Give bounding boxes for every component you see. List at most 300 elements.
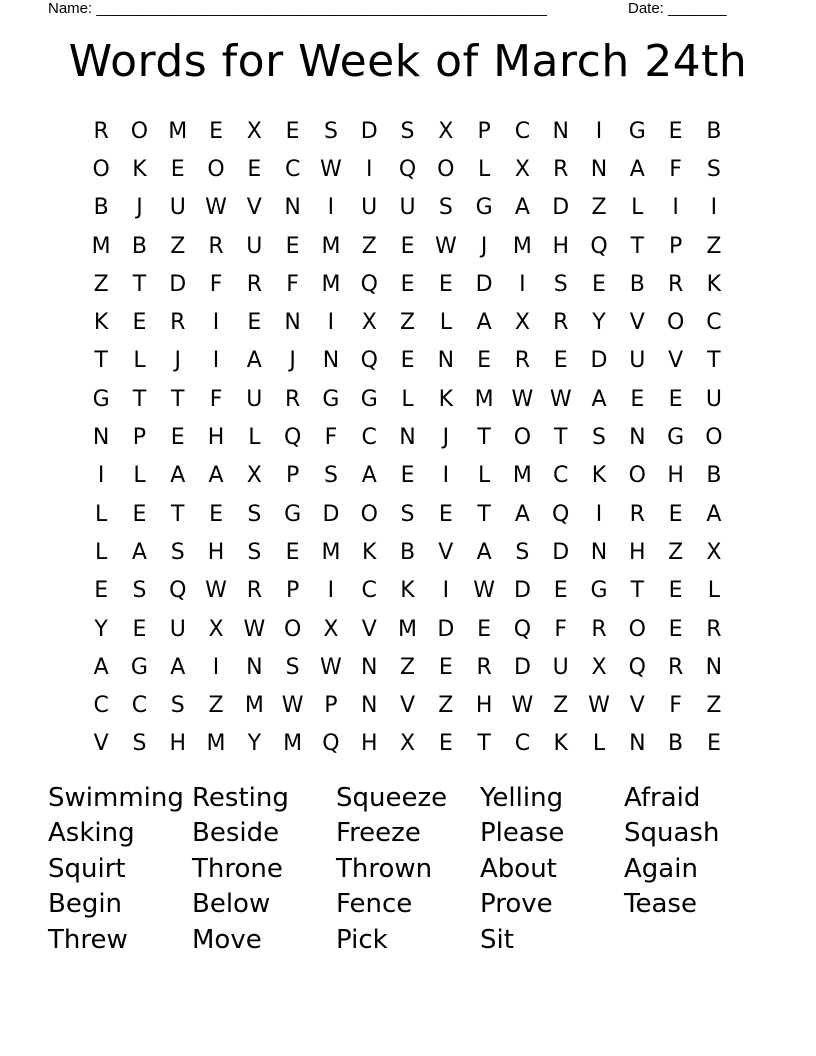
grid-letter: V <box>629 310 645 336</box>
grid-letter: K <box>362 539 377 565</box>
grid-letter: X <box>514 156 530 182</box>
grid-letter: L <box>248 425 261 451</box>
grid-letter: I <box>365 156 373 182</box>
grid-letter: K <box>706 271 722 297</box>
grid-letter: A <box>476 310 492 336</box>
grid-letter: J <box>136 195 143 221</box>
grid-letter: B <box>668 731 684 757</box>
grid-letter: E <box>209 118 223 144</box>
word-row <box>48 887 768 923</box>
grid-letter: S <box>170 539 185 565</box>
grid-letter: Z <box>208 693 224 719</box>
grid-row <box>82 112 734 150</box>
word-item: Below <box>192 889 271 920</box>
grid-letter: E <box>132 501 147 527</box>
grid-letter: C <box>284 156 301 182</box>
grid-letter: T <box>171 501 185 527</box>
grid-letter: D <box>437 616 455 642</box>
grid-letter: X <box>246 463 262 489</box>
grid-letter: O <box>207 156 225 182</box>
grid-letter: Y <box>247 731 262 757</box>
grid-row <box>82 303 734 341</box>
grid-letter: Z <box>93 271 109 297</box>
grid-letter: E <box>477 348 492 374</box>
grid-letter: S <box>170 693 185 719</box>
grid-letter: S <box>323 463 338 489</box>
grid-letter: Q <box>590 233 608 259</box>
name-field[interactable]: Name: ______________________________________________________ <box>48 0 547 17</box>
grid-letter: I <box>212 310 220 336</box>
letter-grid <box>82 112 734 763</box>
grid-letter: E <box>438 731 453 757</box>
grid-letter: A <box>170 654 186 680</box>
grid-letter: E <box>668 386 683 412</box>
grid-letter: E <box>285 118 300 144</box>
grid-letter: E <box>400 348 415 374</box>
grid-letter: R <box>246 271 262 297</box>
grid-letter: P <box>285 463 300 489</box>
grid-letter: E <box>94 578 109 604</box>
grid-letter: Z <box>668 539 684 565</box>
grid-letter: L <box>401 386 414 412</box>
grid-letter: R <box>667 271 684 297</box>
grid-letter: C <box>514 731 531 757</box>
grid-letter: Z <box>591 195 607 221</box>
grid-row <box>82 380 734 418</box>
grid-letter: A <box>208 463 224 489</box>
grid-letter: Z <box>170 233 186 259</box>
grid-letter: T <box>477 501 491 527</box>
grid-letter: C <box>361 425 377 451</box>
grid-letter: B <box>706 463 722 489</box>
grid-letter: Z <box>706 693 722 719</box>
grid-letter: F <box>554 616 568 642</box>
date-field[interactable]: Date: _______ <box>628 0 727 17</box>
grid-letter: E <box>170 156 185 182</box>
grid-letter: C <box>706 310 722 336</box>
grid-letter: P <box>477 118 491 144</box>
grid-letter: X <box>208 616 224 642</box>
grid-row <box>82 342 734 380</box>
grid-letter: H <box>207 539 225 565</box>
grid-letter: N <box>590 539 608 565</box>
grid-letter: N <box>360 693 378 719</box>
grid-row <box>82 189 734 227</box>
word-item: Fence <box>336 889 413 920</box>
grid-letter: B <box>629 271 645 297</box>
grid-row <box>82 725 734 763</box>
word-item: Please <box>480 818 565 849</box>
grid-letter: R <box>706 616 722 642</box>
grid-letter: W <box>434 233 457 259</box>
grid-letter: I <box>442 463 450 489</box>
grid-letter: X <box>399 731 416 757</box>
grid-letter: N <box>246 654 263 680</box>
grid-letter: W <box>320 654 342 680</box>
grid-letter: L <box>133 463 146 489</box>
grid-row <box>82 457 734 495</box>
grid-row <box>82 418 734 456</box>
grid-letter: Y <box>94 616 108 642</box>
grid-letter: Z <box>399 310 416 336</box>
grid-letter: F <box>669 693 682 719</box>
grid-letter: A <box>514 195 530 221</box>
grid-letter: N <box>437 348 455 374</box>
grid-letter: S <box>285 654 300 680</box>
grid-letter: C <box>514 118 531 144</box>
grid-letter: E <box>553 578 568 604</box>
word-item: Resting <box>192 782 289 813</box>
grid-letter: V <box>93 731 109 757</box>
grid-letter: N <box>284 195 301 221</box>
grid-letter: V <box>629 693 645 719</box>
grid-letter: F <box>669 156 682 182</box>
grid-letter: Q <box>552 501 570 527</box>
grid-letter: A <box>131 539 147 565</box>
word-row <box>48 780 768 816</box>
grid-letter: D <box>513 578 531 604</box>
grid-row <box>82 150 734 188</box>
grid-letter: H <box>169 731 187 757</box>
grid-letter: M <box>398 616 418 642</box>
word-row <box>48 816 768 852</box>
grid-letter: G <box>667 425 685 451</box>
word-item: Squeeze <box>336 782 448 813</box>
grid-letter: O <box>628 463 646 489</box>
grid-letter: R <box>591 616 607 642</box>
grid-letter: O <box>130 118 149 144</box>
grid-letter: C <box>93 693 109 719</box>
word-item: Beside <box>192 818 280 849</box>
grid-letter: B <box>93 195 109 221</box>
grid-letter: K <box>132 156 147 182</box>
grid-letter: N <box>552 118 569 144</box>
grid-letter: W <box>205 578 227 604</box>
grid-letter: U <box>705 386 722 412</box>
grid-letter: W <box>320 156 342 182</box>
grid-letter: X <box>323 616 339 642</box>
grid-letter: I <box>212 348 220 374</box>
grid-row <box>82 533 734 571</box>
grid-letter: E <box>285 539 300 565</box>
grid-row <box>82 610 734 648</box>
grid-letter: C <box>131 693 148 719</box>
grid-letter: A <box>476 539 492 565</box>
grid-letter: S <box>132 578 147 604</box>
grid-letter: P <box>132 425 147 451</box>
grid-letter: S <box>247 539 262 565</box>
grid-letter: T <box>132 271 147 297</box>
grid-letter: T <box>477 425 491 451</box>
grid-letter: I <box>327 195 335 221</box>
grid-row <box>82 572 734 610</box>
word-item: Pick <box>336 924 388 955</box>
grid-letter: Q <box>322 731 340 757</box>
grid-letter: S <box>323 118 338 144</box>
word-item: Prove <box>480 889 553 920</box>
grid-letter: G <box>628 118 646 144</box>
grid-letter: E <box>400 271 415 297</box>
grid-letter: O <box>666 310 685 336</box>
grid-letter: M <box>321 539 341 565</box>
grid-letter: U <box>629 348 646 374</box>
word-item: Throne <box>192 853 283 884</box>
word-item: Tease <box>624 889 697 920</box>
grid-letter: T <box>94 348 108 374</box>
grid-letter: E <box>285 233 300 259</box>
grid-letter: W <box>243 616 266 642</box>
grid-letter: X <box>361 310 377 336</box>
grid-letter: G <box>130 654 148 680</box>
grid-letter: X <box>706 539 722 565</box>
grid-letter: N <box>284 310 301 336</box>
grid-letter: E <box>592 271 606 297</box>
grid-letter: H <box>207 425 225 451</box>
grid-letter: Q <box>169 578 187 604</box>
grid-letter: B <box>131 233 147 259</box>
grid-letter: O <box>705 425 723 451</box>
grid-letter: M <box>512 463 532 489</box>
grid-letter: U <box>246 233 263 259</box>
grid-letter: J <box>174 348 181 374</box>
grid-letter: B <box>399 539 416 565</box>
grid-letter: E <box>477 616 492 642</box>
grid-letter: G <box>590 578 608 604</box>
grid-letter: D <box>322 501 340 527</box>
grid-letter: T <box>630 233 645 259</box>
grid-letter: E <box>400 233 415 259</box>
grid-letter: T <box>171 386 185 412</box>
grid-letter: E <box>247 310 262 336</box>
grid-letter: Z <box>706 233 722 259</box>
grid-letter: V <box>361 616 377 642</box>
grid-letter: E <box>438 271 453 297</box>
grid-letter: S <box>400 118 415 144</box>
grid-letter: I <box>327 578 335 604</box>
grid-letter: E <box>247 156 262 182</box>
grid-letter: W <box>588 693 610 719</box>
grid-letter: L <box>133 348 146 374</box>
grid-letter: L <box>631 195 644 221</box>
grid-letter: W <box>281 693 304 719</box>
grid-letter: A <box>246 348 262 374</box>
grid-letter: S <box>706 156 721 182</box>
grid-letter: V <box>438 539 454 565</box>
grid-letter: R <box>93 118 109 144</box>
grid-letter: M <box>474 386 494 412</box>
grid-letter: F <box>209 271 223 297</box>
grid-row <box>82 648 734 686</box>
grid-letter: I <box>595 501 603 527</box>
grid-letter: X <box>438 118 454 144</box>
grid-letter: L <box>439 310 452 336</box>
grid-letter: I <box>97 463 105 489</box>
grid-row <box>82 495 734 533</box>
grid-letter: L <box>592 731 606 757</box>
grid-letter: T <box>630 578 645 604</box>
word-row <box>48 922 768 958</box>
grid-letter: Q <box>513 616 532 642</box>
word-item: Begin <box>48 889 123 920</box>
word-item: Freeze <box>336 818 421 849</box>
grid-letter: R <box>553 156 569 182</box>
grid-letter: V <box>399 693 416 719</box>
grid-letter: U <box>169 616 186 642</box>
grid-letter: G <box>360 386 378 412</box>
grid-letter: L <box>95 539 108 565</box>
grid-letter: M <box>321 271 341 297</box>
grid-row <box>82 227 734 265</box>
word-item: Squirt <box>48 853 126 884</box>
grid-letter: A <box>591 386 607 412</box>
grid-letter: S <box>438 195 453 221</box>
grid-letter: W <box>511 386 534 412</box>
grid-row <box>82 265 734 303</box>
word-item: Asking <box>48 818 135 849</box>
grid-letter: E <box>706 731 721 757</box>
grid-letter: X <box>591 654 607 680</box>
grid-letter: N <box>399 425 416 451</box>
grid-letter: O <box>628 616 646 642</box>
word-list <box>48 780 768 958</box>
grid-letter: N <box>629 425 646 451</box>
grid-letter: D <box>360 118 378 144</box>
grid-letter: H <box>629 539 646 565</box>
grid-letter: C <box>361 578 377 604</box>
grid-letter: T <box>707 348 721 374</box>
grid-letter: J <box>480 233 488 259</box>
word-item: Move <box>192 924 262 955</box>
grid-letter: I <box>672 195 679 221</box>
grid-letter: L <box>477 463 491 489</box>
word-item: Yelling <box>480 782 564 813</box>
grid-letter: F <box>324 425 338 451</box>
grid-letter: I <box>710 195 718 221</box>
grid-letter: Z <box>399 654 416 680</box>
word-item: Sit <box>480 924 514 955</box>
grid-letter: S <box>553 271 568 297</box>
grid-letter: S <box>400 501 415 527</box>
grid-letter: E <box>400 463 415 489</box>
grid-letter: N <box>322 348 340 374</box>
grid-letter: V <box>668 348 684 374</box>
grid-letter: I <box>595 118 603 144</box>
grid-letter: L <box>95 501 108 527</box>
grid-letter: U <box>399 195 416 221</box>
grid-letter: E <box>668 118 683 144</box>
grid-letter: D <box>169 271 187 297</box>
grid-letter: A <box>93 654 109 680</box>
grid-letter: G <box>284 501 302 527</box>
grid-letter: R <box>246 578 262 604</box>
grid-letter: E <box>132 616 147 642</box>
grid-letter: E <box>170 425 185 451</box>
grid-letter: E <box>630 386 645 412</box>
grid-letter: S <box>132 731 147 757</box>
grid-letter: G <box>475 195 493 221</box>
grid-letter: Z <box>361 233 377 259</box>
grid-letter: N <box>629 731 646 757</box>
grid-letter: E <box>553 348 568 374</box>
grid-letter: J <box>289 348 296 374</box>
grid-letter: E <box>668 578 683 604</box>
grid-letter: M <box>321 233 341 259</box>
grid-letter: I <box>442 578 450 604</box>
word-row <box>48 851 768 887</box>
grid-letter: K <box>591 463 607 489</box>
grid-letter: F <box>286 271 299 297</box>
grid-letter: X <box>514 310 530 336</box>
grid-letter: O <box>283 616 302 642</box>
grid-letter: Q <box>398 156 417 182</box>
grid-letter: A <box>170 463 186 489</box>
grid-letter: O <box>513 425 532 451</box>
grid-letter: Y <box>592 310 606 336</box>
grid-letter: E <box>438 501 453 527</box>
grid-letter: U <box>169 195 186 221</box>
grid-letter: I <box>327 310 335 336</box>
grid-letter: R <box>553 310 569 336</box>
grid-letter: S <box>515 539 530 565</box>
grid-letter: R <box>629 501 645 527</box>
grid-letter: I <box>519 271 526 297</box>
grid-letter: Q <box>628 654 646 680</box>
grid-letter: D <box>552 195 570 221</box>
grid-row <box>82 686 734 724</box>
grid-letter: U <box>246 386 263 412</box>
grid-letter: T <box>553 425 568 451</box>
grid-letter: H <box>475 693 493 719</box>
grid-letter: H <box>360 731 378 757</box>
grid-letter: L <box>477 156 491 182</box>
grid-letter: K <box>93 310 109 336</box>
grid-letter: S <box>592 425 606 451</box>
grid-letter: L <box>707 578 721 604</box>
grid-letter: H <box>667 463 684 489</box>
word-item: Threw <box>48 924 128 955</box>
grid-letter: E <box>209 501 223 527</box>
grid-letter: P <box>285 578 300 604</box>
grid-letter: G <box>322 386 340 412</box>
word-item: About <box>480 853 557 884</box>
grid-letter: W <box>549 386 572 412</box>
grid-letter: E <box>438 654 453 680</box>
grid-letter: M <box>91 233 111 259</box>
grid-letter: U <box>361 195 378 221</box>
word-item: Afraid <box>624 782 701 813</box>
grid-letter: E <box>668 616 683 642</box>
grid-letter: B <box>706 118 722 144</box>
word-item: Squash <box>624 818 720 849</box>
grid-letter: F <box>209 386 223 412</box>
grid-letter: O <box>360 501 378 527</box>
grid-letter: C <box>553 463 569 489</box>
grid-letter: R <box>514 348 531 374</box>
grid-letter: E <box>132 310 147 336</box>
grid-letter: R <box>284 386 301 412</box>
grid-letter: I <box>212 654 220 680</box>
grid-letter: K <box>553 731 568 757</box>
grid-letter: K <box>400 578 415 604</box>
grid-letter: X <box>246 118 262 144</box>
page-title: Words for Week of March 24th <box>68 36 748 87</box>
grid-letter: M <box>283 731 303 757</box>
grid-letter: N <box>92 425 110 451</box>
grid-letter: D <box>513 654 531 680</box>
grid-letter: Z <box>553 693 569 719</box>
grid-letter: M <box>244 693 264 719</box>
grid-letter: O <box>437 156 455 182</box>
